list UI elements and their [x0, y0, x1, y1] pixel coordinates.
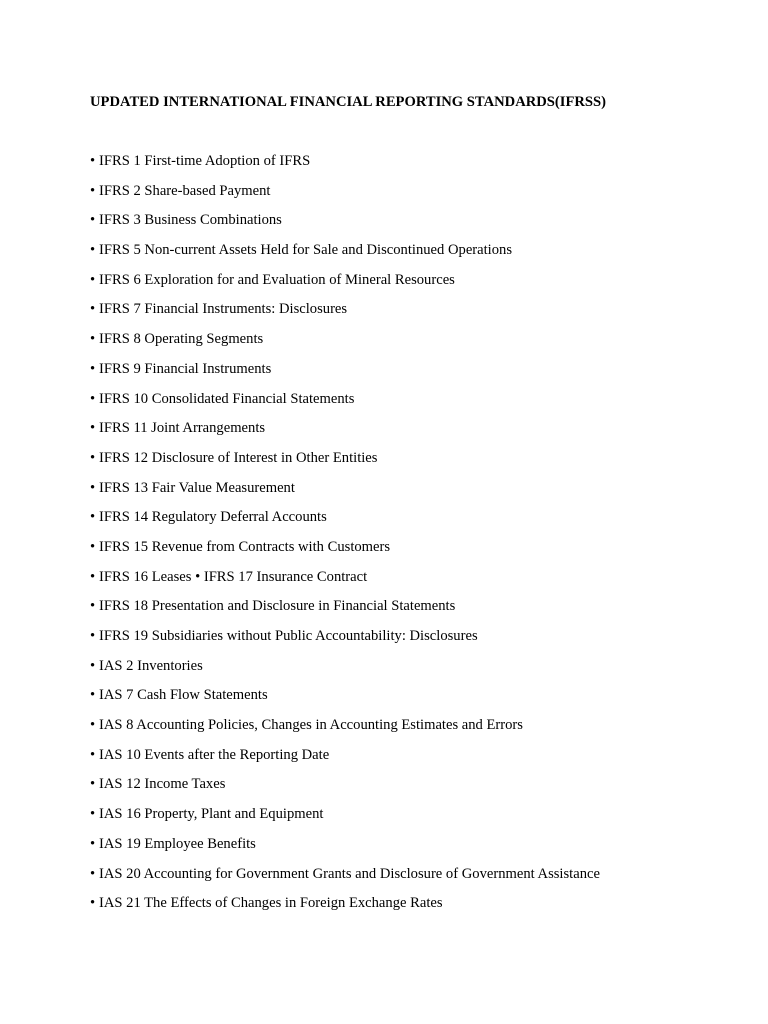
bullet-marker: •: [90, 628, 96, 644]
list-item-text: IAS 8 Accounting Policies, Changes in Accounting Estimates and Errors: [99, 717, 523, 734]
list-item: [90, 478, 600, 508]
bullet-marker: •: [90, 449, 96, 466]
bullet-marker: •: [90, 509, 96, 526]
standards-list: [90, 151, 600, 923]
bullet-marker: •: [90, 301, 96, 318]
list-item-text: IAS 12 Income Taxes: [99, 776, 226, 793]
list-item-text: IAS 21 The Effects of Changes in Foreign Exchange Rates: [99, 895, 443, 912]
bullet-marker: •: [90, 153, 96, 169]
list-item: [90, 270, 600, 300]
list-item-text: IAS 10 Events after the Reporting Date: [99, 746, 330, 763]
list-item: [90, 715, 600, 745]
list-item-text: IFRS 9 Financial Instruments: [99, 360, 272, 377]
bullet-marker: •: [90, 865, 96, 882]
list-item: [90, 804, 600, 834]
list-item: [90, 299, 600, 329]
list-item-text: IFRS 18 Presentation and Disclosure in Financial Statements: [99, 598, 456, 615]
list-item: [90, 537, 600, 567]
document-title: UPDATED INTERNATIONAL FINANCIAL REPORTING STANDARDS(IFRSS): [90, 94, 607, 110]
list-item-text: IFRS 2 Share-based Payment: [99, 182, 271, 199]
list-item-text: IAS 20 Accounting for Government Grants and Disclosure of Government Assistance: [99, 865, 600, 882]
list-item-text: IFRS 3 Business Combinations: [99, 212, 282, 229]
list-item: [90, 240, 600, 270]
bullet-marker: •: [90, 657, 96, 674]
list-item: [90, 329, 600, 359]
list-item-text: IAS 7 Cash Flow Statements: [99, 687, 268, 704]
bullet-marker: •: [90, 746, 96, 763]
list-item: [90, 418, 600, 448]
bullet-marker: •: [90, 598, 96, 615]
bullet-marker: •: [90, 806, 96, 823]
list-item-text: IAS 16 Property, Plant and Equipment: [99, 806, 324, 823]
list-item-text: IFRS 13 Fair Value Measurement: [99, 479, 295, 496]
list-item-text: IFRS 11 Joint Arrangements: [99, 420, 266, 437]
list-item-text: IFRS 16 Leases • IFRS 17 Insurance Contract: [99, 568, 368, 585]
bullet-marker: •: [90, 271, 96, 288]
list-item-text: IFRS 1 First-time Adoption of IFRS: [99, 153, 311, 169]
list-item: [90, 151, 600, 181]
list-item-text: IFRS 8 Operating Segments: [99, 331, 264, 348]
list-item: [90, 448, 600, 478]
list-item: [90, 507, 600, 537]
bullet-marker: •: [90, 212, 96, 229]
list-item-text: IFRS 19 Subsidiaries without Public Accountability: Disclosures: [99, 628, 478, 644]
bullet-marker: •: [90, 776, 96, 793]
list-item-text: IAS 19 Employee Benefits: [99, 835, 256, 852]
bullet-marker: •: [90, 835, 96, 852]
list-item-text: IFRS 15 Revenue from Contracts with Customers: [99, 538, 391, 555]
bullet-marker: •: [90, 182, 96, 199]
bullet-marker: •: [90, 390, 96, 407]
list-item: [90, 626, 600, 656]
bullet-marker: •: [90, 331, 96, 348]
bullet-marker: •: [90, 687, 96, 704]
list-item: [90, 745, 600, 775]
bullet-marker: •: [90, 717, 96, 734]
list-item: [90, 774, 600, 804]
bullet-marker: •: [90, 479, 96, 496]
list-item: [90, 596, 600, 626]
bullet-marker: •: [90, 420, 96, 437]
list-item: [90, 181, 600, 211]
list-item: [90, 685, 600, 715]
list-item: [90, 389, 600, 419]
list-item-text: IFRS 5 Non-current Assets Held for Sale and Discontinued Operations: [99, 242, 513, 259]
list-item-text: IFRS 14 Regulatory Deferral Accounts: [99, 509, 327, 526]
bullet-marker: •: [90, 360, 96, 377]
bullet-marker: •: [90, 538, 96, 555]
list-item-text: IFRS 6 Exploration for and Evaluation of Mineral Resources: [99, 271, 455, 288]
bullet-marker: •: [90, 895, 96, 912]
list-item-text: IFRS 7 Financial Instruments: Disclosures: [99, 301, 348, 318]
list-item: [90, 567, 600, 597]
list-item: [90, 359, 600, 389]
list-item-text: IFRS 12 Disclosure of Interest in Other Entities: [99, 449, 378, 466]
list-item: [90, 834, 600, 864]
list-item: [90, 656, 600, 686]
list-item: [90, 864, 600, 894]
list-item: [90, 893, 600, 923]
list-item-text: IFRS 10 Consolidated Financial Statements: [99, 390, 355, 407]
bullet-marker: •: [90, 242, 96, 259]
bullet-marker: •: [90, 568, 96, 585]
list-item: [90, 210, 600, 240]
list-item-text: IAS 2 Inventories: [99, 657, 203, 674]
